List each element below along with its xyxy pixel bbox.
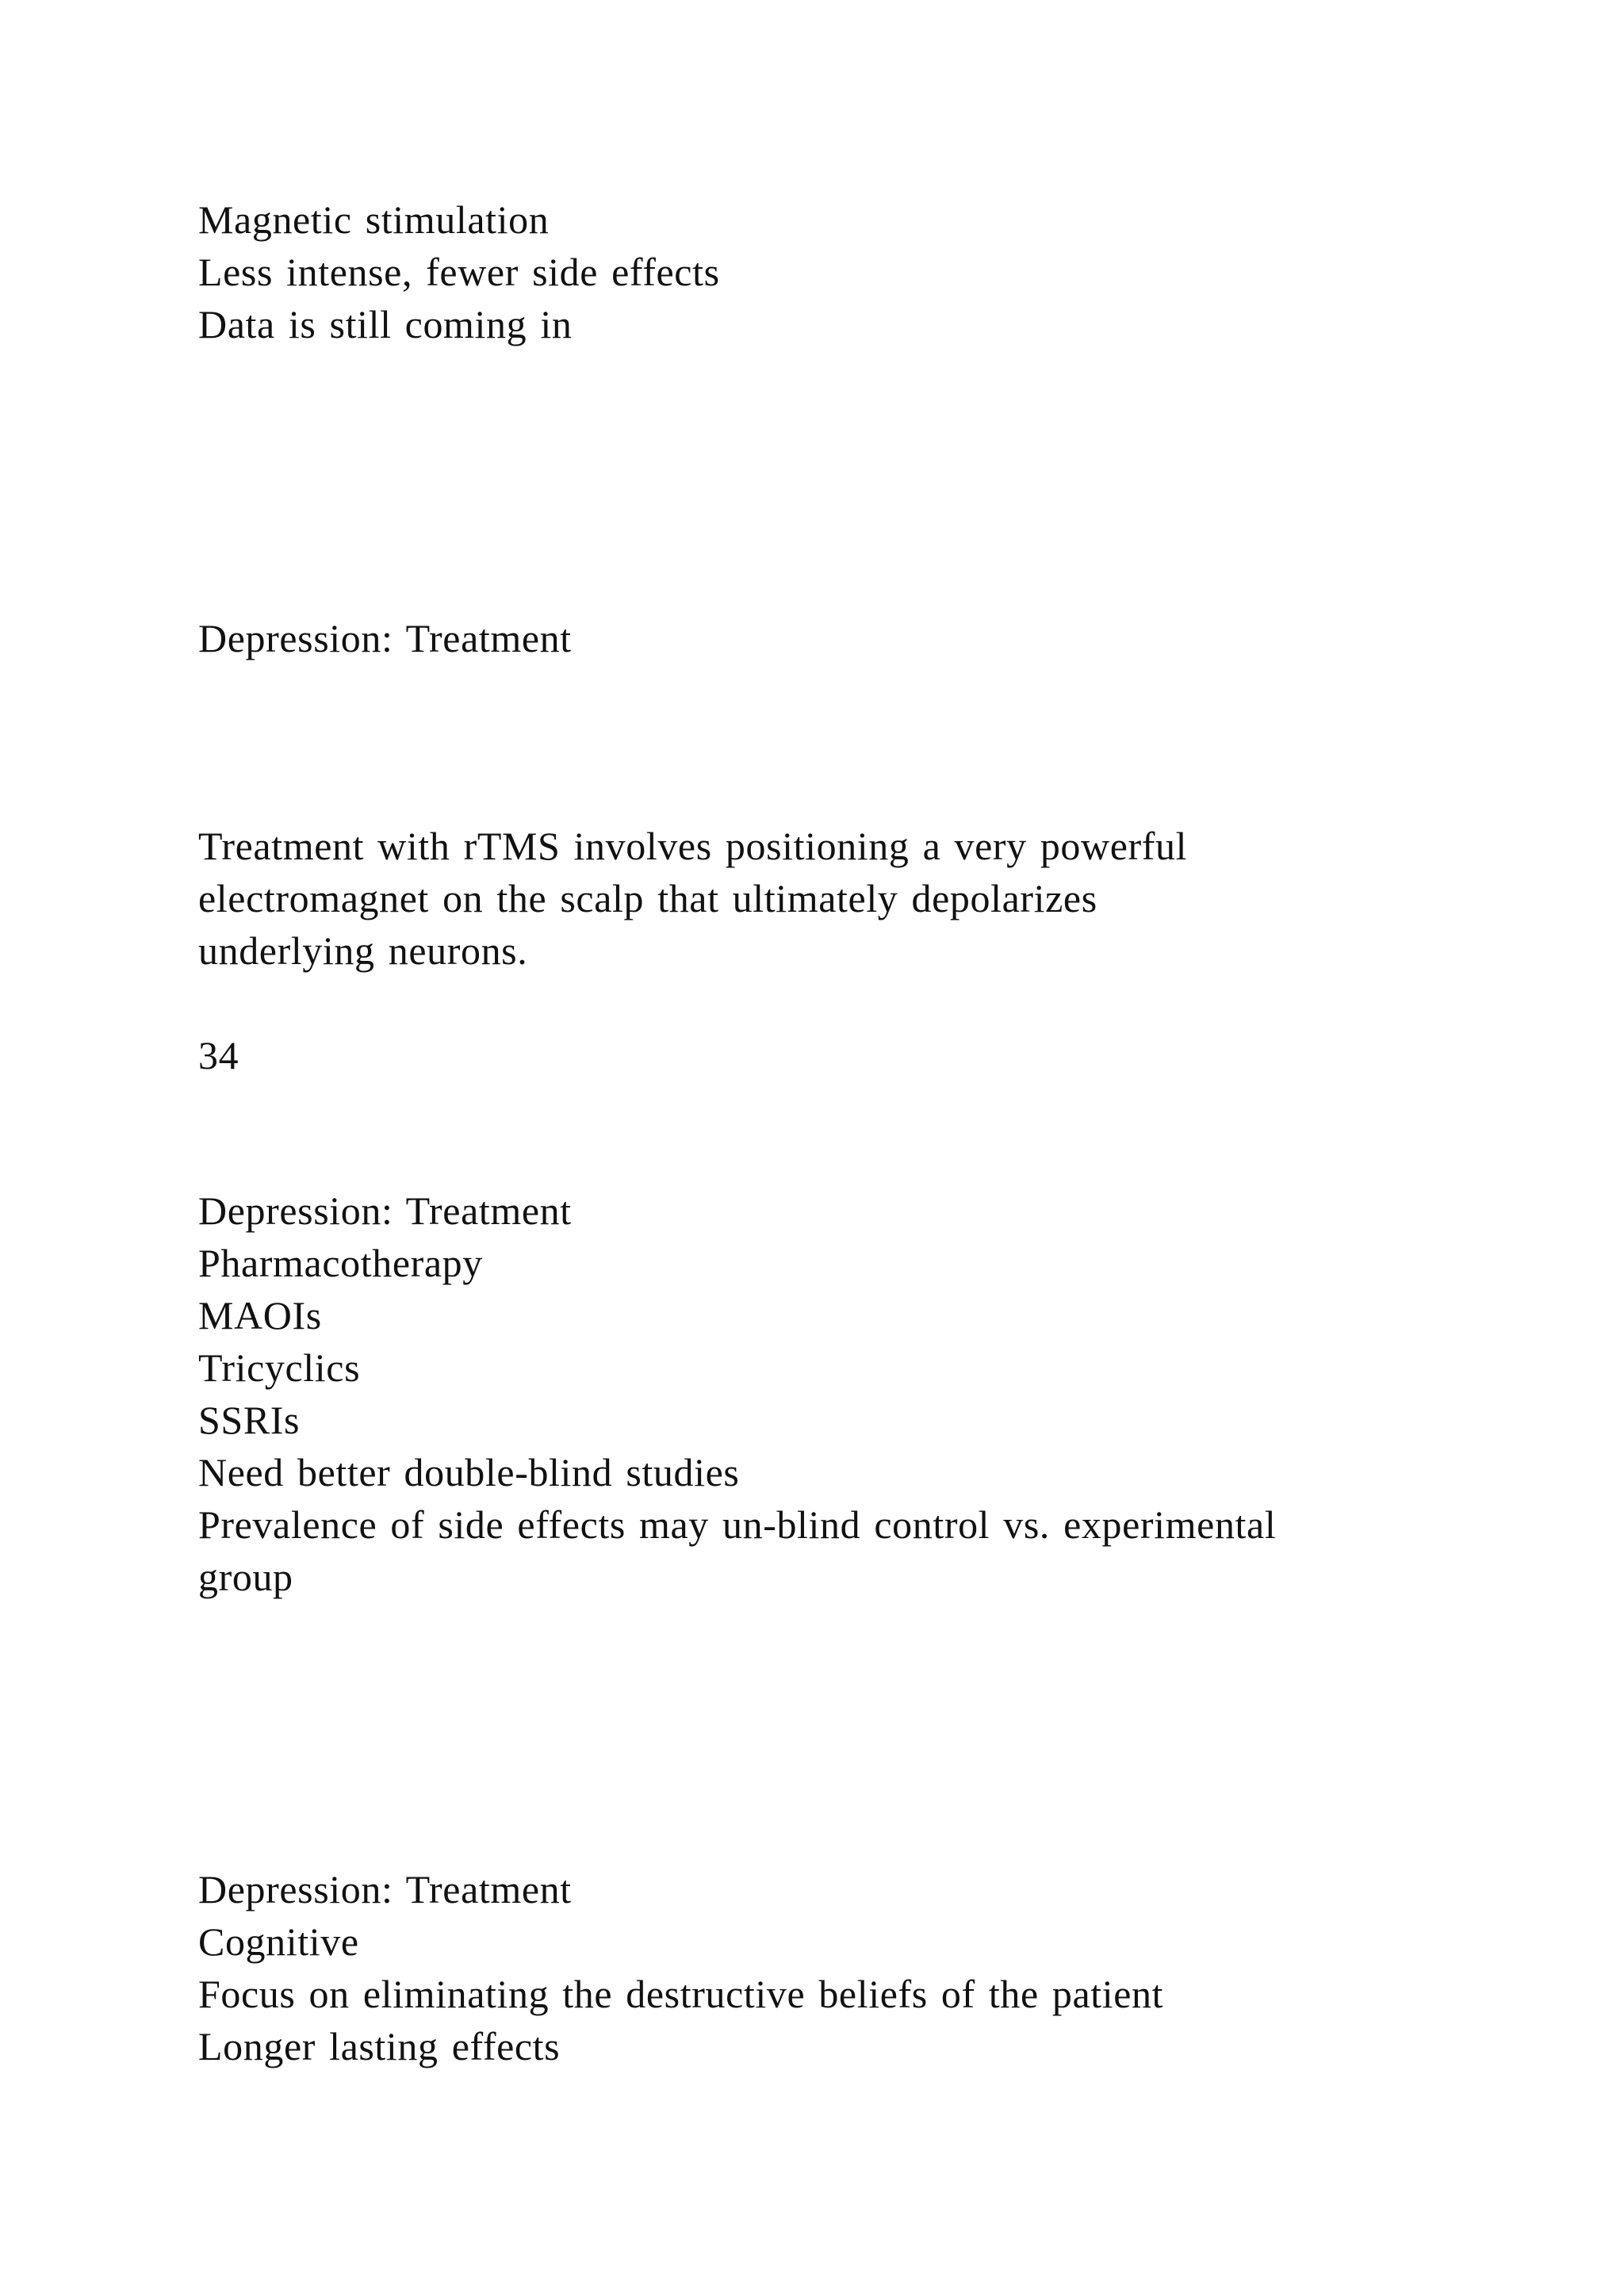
text-line: electromagnet on the scalp that ultimately depolarizes [198, 876, 1097, 920]
text-line: MAOIs [198, 1293, 322, 1337]
text-line: Focus on eliminating the destructive beliefs of the patient [198, 1972, 1164, 2016]
text-line: Less intense, fewer side effects [198, 250, 720, 294]
text-line: Need better double-blind studies [198, 1450, 740, 1494]
text-line: Magnetic stimulation [198, 197, 550, 242]
text-line: Longer lasting effects [198, 2024, 561, 2068]
section-heading: Depression: Treatment [198, 1188, 572, 1233]
section-heading: Depression: Treatment [198, 1867, 572, 1911]
section-heading: Depression: Treatment [198, 616, 572, 660]
text-line: Pharmacotherapy [198, 1241, 483, 1285]
text-line: Treatment with rTMS involves positioning a very powerful [198, 824, 1188, 868]
text-line: Prevalence of side effects may un-blind control vs. experimental [198, 1502, 1277, 1547]
text-line: group [198, 1555, 293, 1599]
text-line: SSRIs [198, 1398, 301, 1442]
page-number: 34 [198, 1033, 239, 1077]
text-line: Cognitive [198, 1919, 359, 1964]
text-line: underlying neurons. [198, 928, 528, 973]
text-line: Tricyclics [198, 1345, 361, 1390]
text-line: Data is still coming in [198, 302, 573, 346]
